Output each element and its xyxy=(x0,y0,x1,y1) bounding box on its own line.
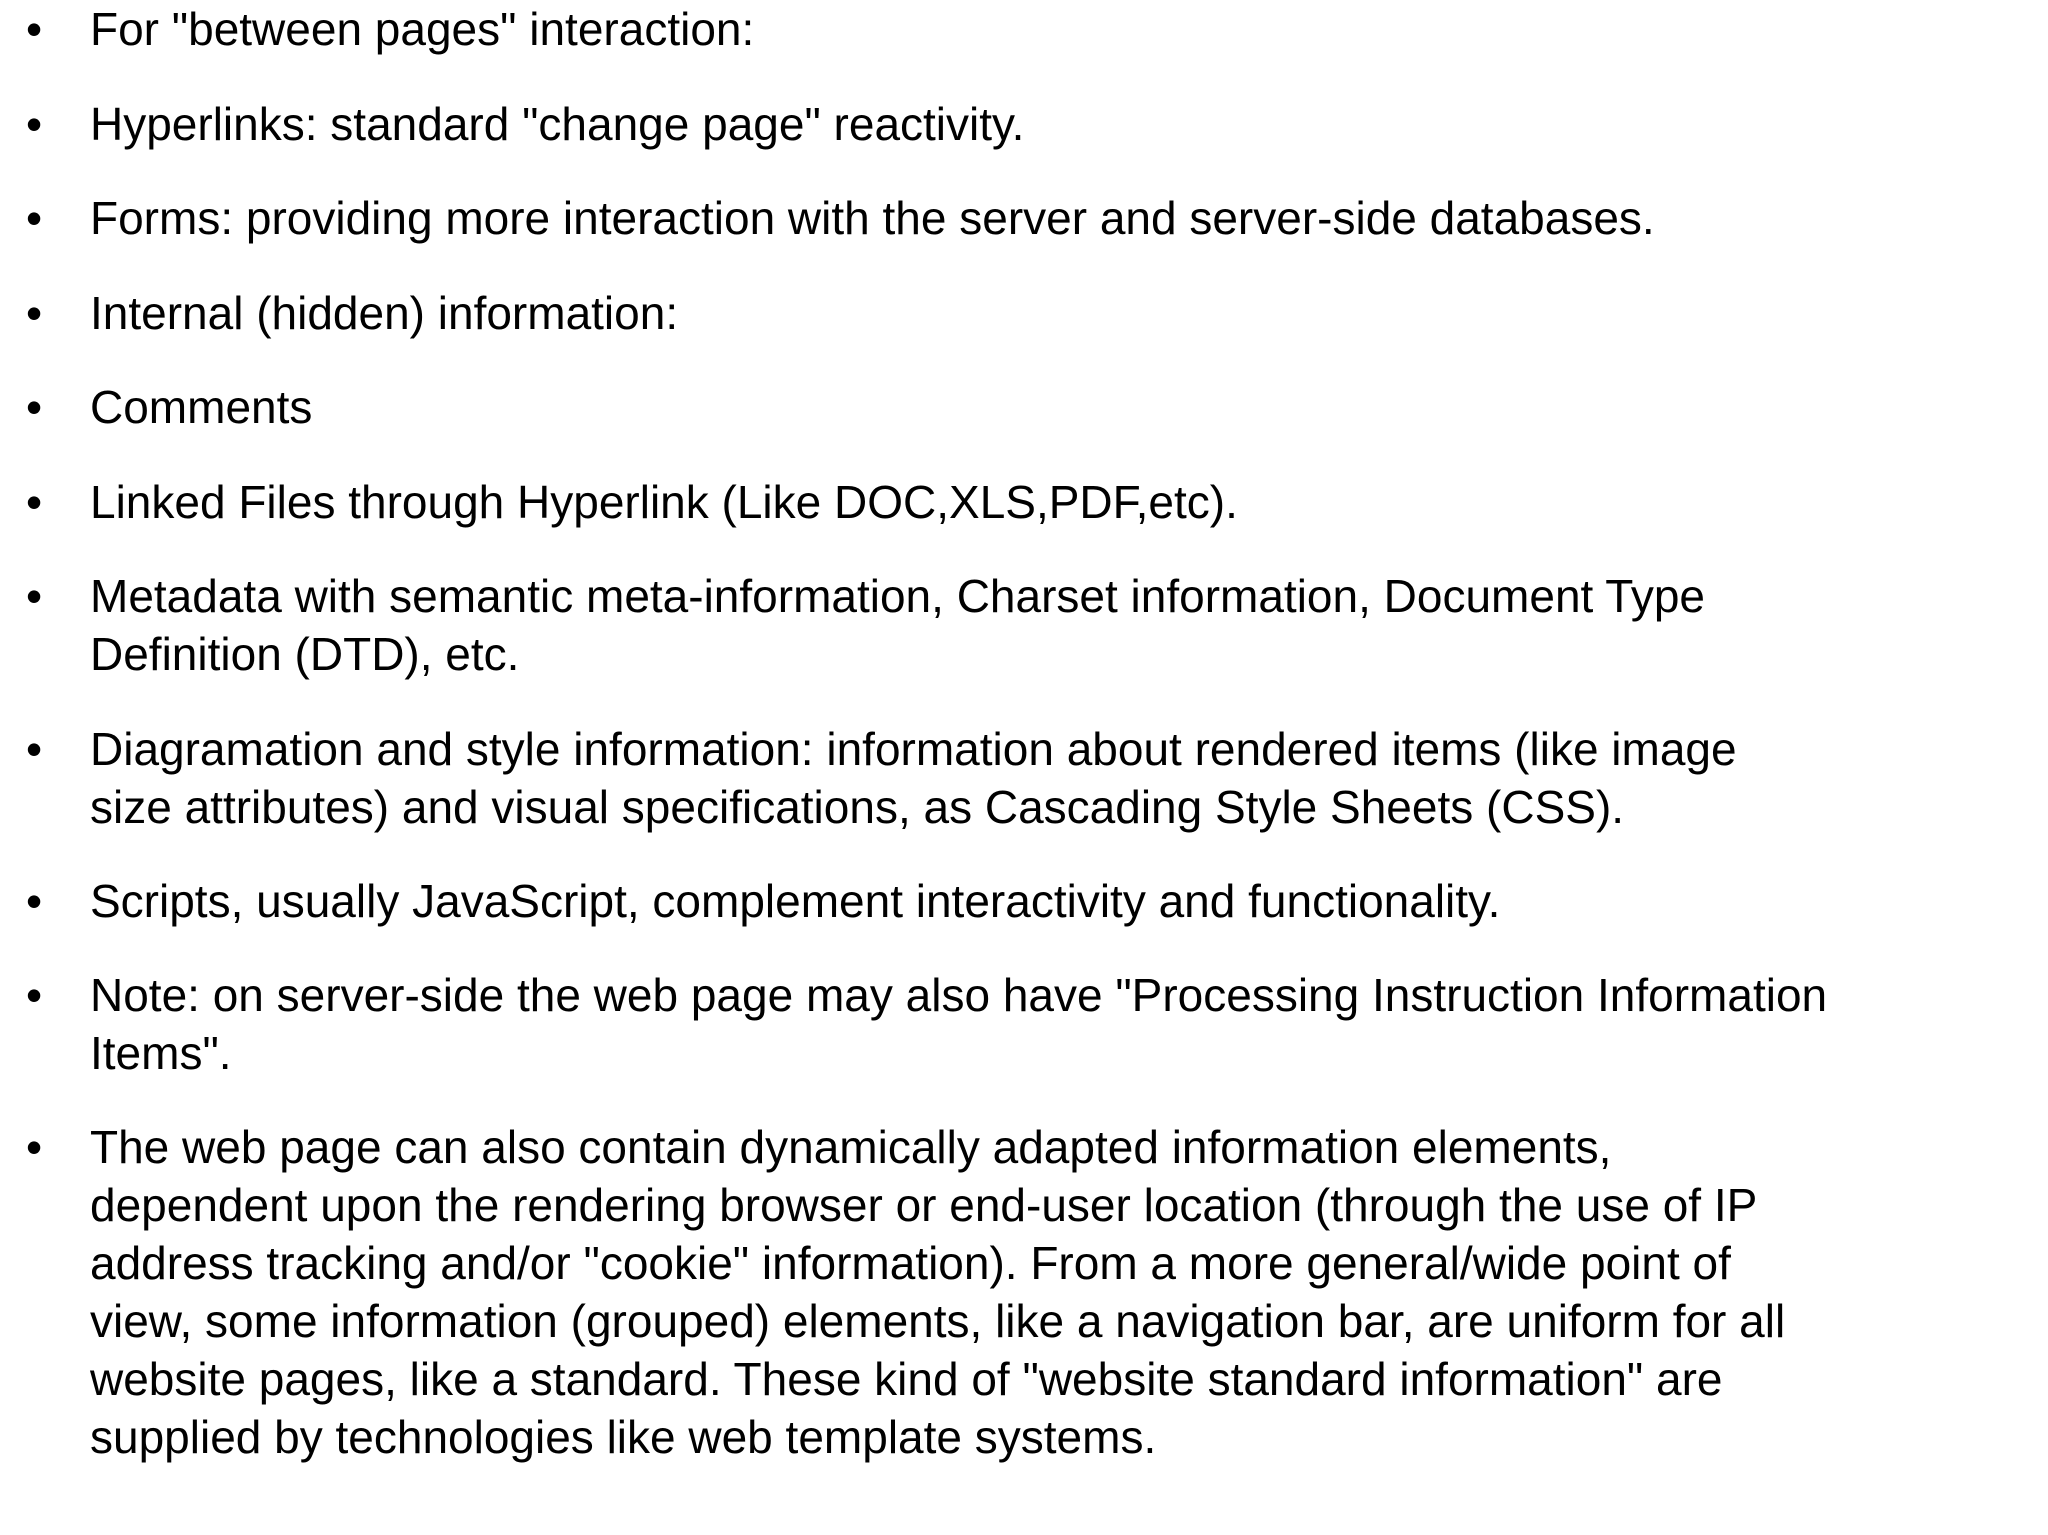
bullet-text-line: Items". xyxy=(90,1027,232,1079)
bullet-text-line: Linked Files through Hyperlink (Like DOC,XLS,PDF,etc). xyxy=(90,476,1238,528)
bullet-text xyxy=(90,473,2048,531)
bullet-text-line: Internal (hidden) information: xyxy=(90,287,679,339)
bullet-dot: • xyxy=(26,723,43,775)
bullet-text-line: address tracking and/or "cookie" information). From a more general/wide point of xyxy=(90,1237,1731,1289)
bullet-text-line: dependent upon the rendering browser or end-user location (through the use of IP xyxy=(90,1179,1758,1231)
bullet-text-line: Scripts, usually JavaScript, complement interactivity and functionality. xyxy=(90,875,1501,927)
bullet-text-line: Forms: providing more interaction with the server and server-side databases. xyxy=(90,192,1655,244)
bullet-text-line: supplied by technologies like web template systems. xyxy=(90,1411,1157,1463)
bullet-dot: • xyxy=(26,192,43,244)
bullet-dot: • xyxy=(26,98,43,150)
bullet-text-line: Note: on server-side the web page may also have "Processing Instruction Information xyxy=(90,969,1828,1021)
bullet-text-line: Definition (DTD), etc. xyxy=(90,628,520,680)
bullet-text xyxy=(90,284,2048,342)
bullet-dot: • xyxy=(26,570,43,622)
bullet-text xyxy=(90,966,2048,1082)
bullet-dot: • xyxy=(26,3,43,55)
bullet-text-line: view, some information (grouped) elements, like a navigation bar, are uniform for all xyxy=(90,1295,1786,1347)
bullet-text-line: Diagramation and style information: information about rendered items (like image xyxy=(90,723,1737,775)
bullet-text-line: size attributes) and visual specifications, as Cascading Style Sheets (CSS). xyxy=(90,781,1625,833)
bullet-text-line: For "between pages" interaction: xyxy=(90,3,755,55)
bullet-text xyxy=(90,95,2048,153)
bullet-text xyxy=(90,1118,2048,1466)
bullet-dot: • xyxy=(26,287,43,339)
bullet-dot: • xyxy=(26,381,43,433)
bullet-text xyxy=(90,378,2048,436)
bullet-text xyxy=(90,872,2048,930)
bullet-text-line: Comments xyxy=(90,381,313,433)
bullet-text-line: The web page can also contain dynamically adapted information elements, xyxy=(90,1121,1612,1173)
bullet-dot: • xyxy=(26,969,43,1021)
bullet-text-line: Metadata with semantic meta-information, Charset information, Document Type xyxy=(90,570,1705,622)
bullet-text xyxy=(90,0,2048,58)
bullet-dot: • xyxy=(26,476,43,528)
bullet-text xyxy=(90,567,2048,683)
bullet-text-line: website pages, like a standard. These kind of "website standard information" are xyxy=(90,1353,1723,1405)
bullet-dot: • xyxy=(26,1121,43,1173)
bullet-text xyxy=(90,720,2048,836)
bullet-text xyxy=(90,189,2048,247)
bullet-dot: • xyxy=(26,875,43,927)
bullet-text-line: Hyperlinks: standard "change page" reactivity. xyxy=(90,98,1025,150)
